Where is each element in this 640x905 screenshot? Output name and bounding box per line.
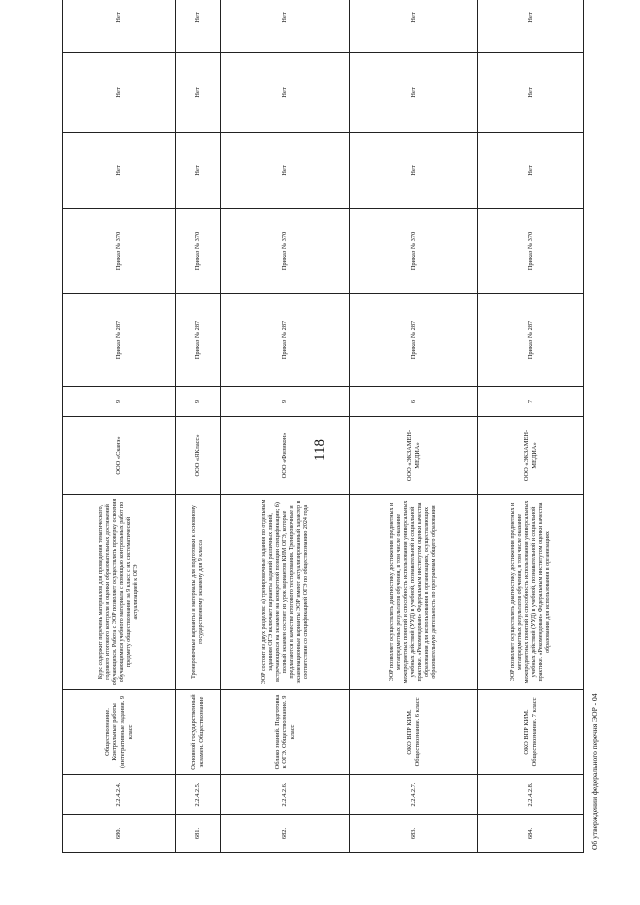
table-row <box>176 0 221 853</box>
resource-organization: ООО «ЭКЗАМЕН-МЕДИА» <box>478 417 584 495</box>
resource-description: ЭОР позволяет осуществлять диагностику достижения предметных и метапредметных результатов обучения, в том числе оказание межпредметных понятий и способность использования универсальных учебных действий (УУД) в учебной, познавательной и социальной практике. «Рекомендован» Федеральным институтом оценки качества образования для использования в организациях <box>478 495 584 690</box>
order-reference-2: Приказ № 370 <box>63 209 176 294</box>
resource-organization: ООО «Сканэ» <box>63 417 176 495</box>
table-row <box>63 0 176 853</box>
resource-grade: 9 <box>221 387 350 417</box>
flag-cell-3: Нет <box>478 0 584 53</box>
resource-description: ЭОР позволяет осуществлять диагностику достижения предметных и метапредметных результатов обучения, в том числе оказание межпредметных понятий и способность использования универсальных учебных действий (УУД) в учебной, познавательной и социальной практике. «Рекомендован» Федеральным институтом оценки качества образования для использования в организациях, осуществляющих образовательную деятельность по программам общего образования <box>350 495 478 690</box>
flag-cell-2: Нет <box>63 53 176 133</box>
row-code: 2.2.4.2.8. <box>478 775 584 815</box>
resource-description: Курс содержит перечень материалов для проведения тематического, годового итогового контроля и оценки образовательных достижений обучающихся. Работа с ЭОР позволяет осуществлять проверку освоения обучающимися учебного материала с помощью контрольных работ по предмету обществознание за 9 класс с их систематической актуализацией к ОГЭ <box>63 495 176 690</box>
flag-cell-1: Нет <box>63 133 176 209</box>
flag-cell-1: Нет <box>176 133 221 209</box>
row-code: 2.2.4.2.5. <box>176 775 221 815</box>
row-code: 2.2.4.2.6. <box>221 775 350 815</box>
flag-cell-2: Нет <box>350 53 478 133</box>
flag-cell-3: Нет <box>350 0 478 53</box>
order-reference-1: Приказ № 287 <box>478 294 584 387</box>
flag-cell-2: Нет <box>478 53 584 133</box>
order-reference-1: Приказ № 287 <box>350 294 478 387</box>
page-number: 118 <box>312 439 328 461</box>
flag-cell-2: Нет <box>221 53 350 133</box>
resource-name: Обществознание. Контрольные работы (интегративные задания. 9 класс <box>63 690 176 775</box>
resource-organization: ООО «Физикон» <box>221 417 350 495</box>
resource-description: Тренировочные варианты и материалы для подготовки к основному государственному экзамену для 9 класса <box>176 495 221 690</box>
row-number: 683. <box>350 815 478 853</box>
row-code: 2.2.4.2.4. <box>63 775 176 815</box>
row-number: 681. <box>176 815 221 853</box>
flag-cell-3: Нет <box>176 0 221 53</box>
order-reference-2: Приказ № 370 <box>478 209 584 294</box>
resource-grade: 7 <box>478 387 584 417</box>
row-code: 2.2.4.2.7. <box>350 775 478 815</box>
page-footnote: Об утверждении федерального перечня ЭОР - 04 <box>590 693 599 850</box>
resource-name: ОКО ВПР КИМ. Обществознание. 6 класс <box>350 690 478 775</box>
resource-organization: ООО «ЯКласс» <box>176 417 221 495</box>
rotated-page-content <box>62 0 599 905</box>
resource-grade: 9 <box>176 387 221 417</box>
resource-organization: ООО «ЭКЗАМЕН-МЕДИА» <box>350 417 478 495</box>
order-reference-1: Приказ № 287 <box>176 294 221 387</box>
flag-cell-3: Нет <box>221 0 350 53</box>
order-reference-1: Приказ № 287 <box>221 294 350 387</box>
resource-name: Основной государственный экзамен. Обществознание <box>176 690 221 775</box>
flag-cell-3: Нет <box>63 0 176 53</box>
order-reference-2: Приказ № 370 <box>176 209 221 294</box>
flag-cell-1: Нет <box>221 133 350 209</box>
resource-name: ОКО ВПР КИМ. Обществознание. 7 класс <box>478 690 584 775</box>
row-number: 682. <box>221 815 350 853</box>
flag-cell-2: Нет <box>176 53 221 133</box>
resource-name: Облако знаний. Подготовка к ОГЭ. Обществознание. 9 класс <box>221 690 350 775</box>
order-reference-2: Приказ № 370 <box>221 209 350 294</box>
row-number: 684. <box>478 815 584 853</box>
order-reference-1: Приказ № 287 <box>63 294 176 387</box>
table-row <box>221 0 350 853</box>
flag-cell-1: Нет <box>478 133 584 209</box>
row-number: 680. <box>63 815 176 853</box>
table-row <box>350 0 478 853</box>
resources-table <box>62 0 584 853</box>
flag-cell-1: Нет <box>350 133 478 209</box>
table-row <box>478 0 584 853</box>
order-reference-2: Приказ № 370 <box>350 209 478 294</box>
resource-grade: 6 <box>350 387 478 417</box>
resource-description: ЭОР состоит из двух разделов: а) тренировочные задания по отдельным заданиям ОГЭ включает варианты заданий различных линий, встречающихся на экзамене на конкретной позиции спецификации; б) полный экзамен состоит из урок вариантов КИМ ОГЭ, которые предлагаются в качестве итогового тестирования. Тренировочные и экзаменационные варианты ЭОР имеют актуализированный характер в соответствии со спецификацией ОГЭ по обществознанию 2024 года <box>221 495 350 690</box>
resource-grade: 9 <box>63 387 176 417</box>
